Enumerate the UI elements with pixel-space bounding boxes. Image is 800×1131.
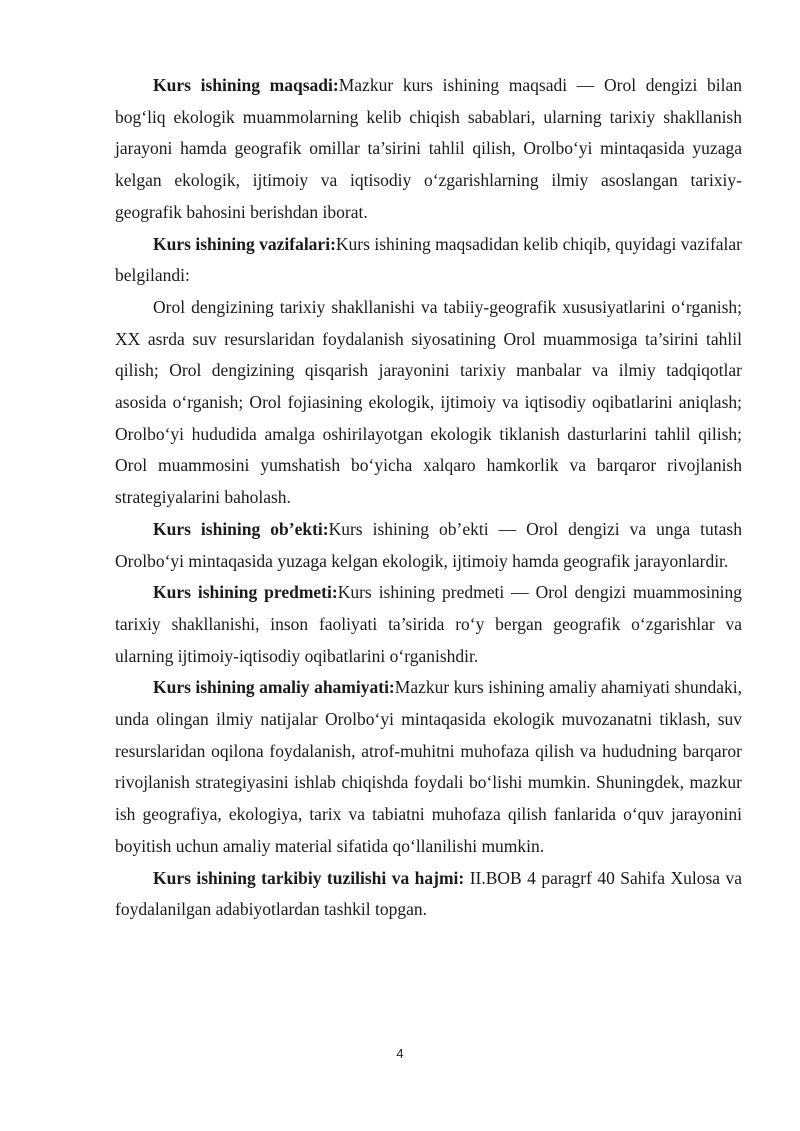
heading-goal: Kurs ishining maqsadi:: [153, 75, 339, 95]
heading-practical-significance: Kurs ishining amaliy ahamiyati:: [153, 677, 395, 698]
text-subject: Kurs ishining predmeti — Orol dengizi muammosining tarixiy shakllanishi, inson faoliyati ta’sirida ro‘y bergan geografik o‘zgarishlar va ularning ijtimoiy-iqtisodiy oqibatlarini o‘rganishdir.: [115, 582, 742, 666]
text-structure: II.BOB 4 paragrf 40 Sahifa Xulosa va foydalanilgan adabiyotlardan tashkil topgan.: [115, 867, 742, 920]
page-number: 4: [396, 1046, 404, 1061]
text-practical-significance: Mazkur kurs ishining amaliy ahamiyati shundaki, unda olingan ilmiy natijalar Orolbo‘yi mintaqasida ekologik muvozanatni tiklash, suv resurslaridan oqilona foydalanish, atrof-muhitni muhofaza qilish va hududning barqaror rivojlanish strategiyasini ishlab chiqishda foydali bo‘lishi mumkin. Shuningdek, mazkur ish geografiya, ekologiya, tarix va tabiatni muhofaza qilish fanlarida o‘quv jarayonini boyitish uchun amaliy material sifatida qo‘llanilishi mumkin.: [115, 677, 742, 856]
heading-object: Kurs ishining ob’ekti:: [153, 518, 329, 539]
heading-subject: Kurs ishining predmeti:: [153, 582, 338, 603]
text-goal: Mazkur kurs ishining maqsadi — Orol dengizi bilan bog‘liq ekologik muammolarning kelib chiqish sabablari, ularning tarixiy shakllanish jarayoni hamda geografik omillar ta’sirini tahlil qilish, Orolbo‘yi mintaqasida yuzaga kelgan ekologik, ijtimoiy va iqtisodiy o‘zgarishlarning ilmiy asoslangan tarixiy-geografik bahosini berishdan iborat.: [115, 75, 742, 222]
text-object: Kurs ishining ob’ekti — Orol dengizi va unga tutash Orolbo‘yi mintaqasida yuzaga kelgan ekologik, ijtimoiy hamda geografik jarayonlardir.: [115, 518, 742, 571]
text-tasks: Kurs ishining maqsadidan kelib chiqib, quyidagi vazifalar belgilandi:: [115, 233, 742, 286]
paragraph-practical-significance: [115, 672, 742, 862]
paragraph-structure: [115, 863, 742, 926]
document-page: [115, 70, 742, 926]
heading-structure: Kurs ishining tarkibiy tuzilishi va hajmi:: [153, 867, 465, 888]
paragraph-task-list: Orol dengizining tarixiy shakllanishi va tabiiy-geografik xususiyatlarini o‘rganish; XX asrda suv resurslaridan foydalanish siyosatining Orol muammosiga ta’sirini tahlil qilish; Orol dengizining qisqarish jarayonini tarixiy manbalar va ilmiy tadqiqotlar asosida o‘rganish; Orol fojiasining ekologik, ijtimoiy va iqtisodiy oqibatlarini aniqlash; Orolbo‘yi hududida amalga oshirilayotgan ekologik tiklanish dasturlarini tahlil qilish; Orol muammosini yumshatish bo‘yicha xalqaro hamkorlik va barqaror rivojlanish strategiyalarini baholash.: [115, 296, 742, 508]
paragraph-goal: [115, 70, 742, 229]
heading-tasks: Kurs ishining vazifalari:: [153, 233, 336, 254]
paragraph-tasks: [115, 229, 742, 292]
paragraph-object: [115, 514, 742, 577]
paragraph-subject: [115, 577, 742, 672]
